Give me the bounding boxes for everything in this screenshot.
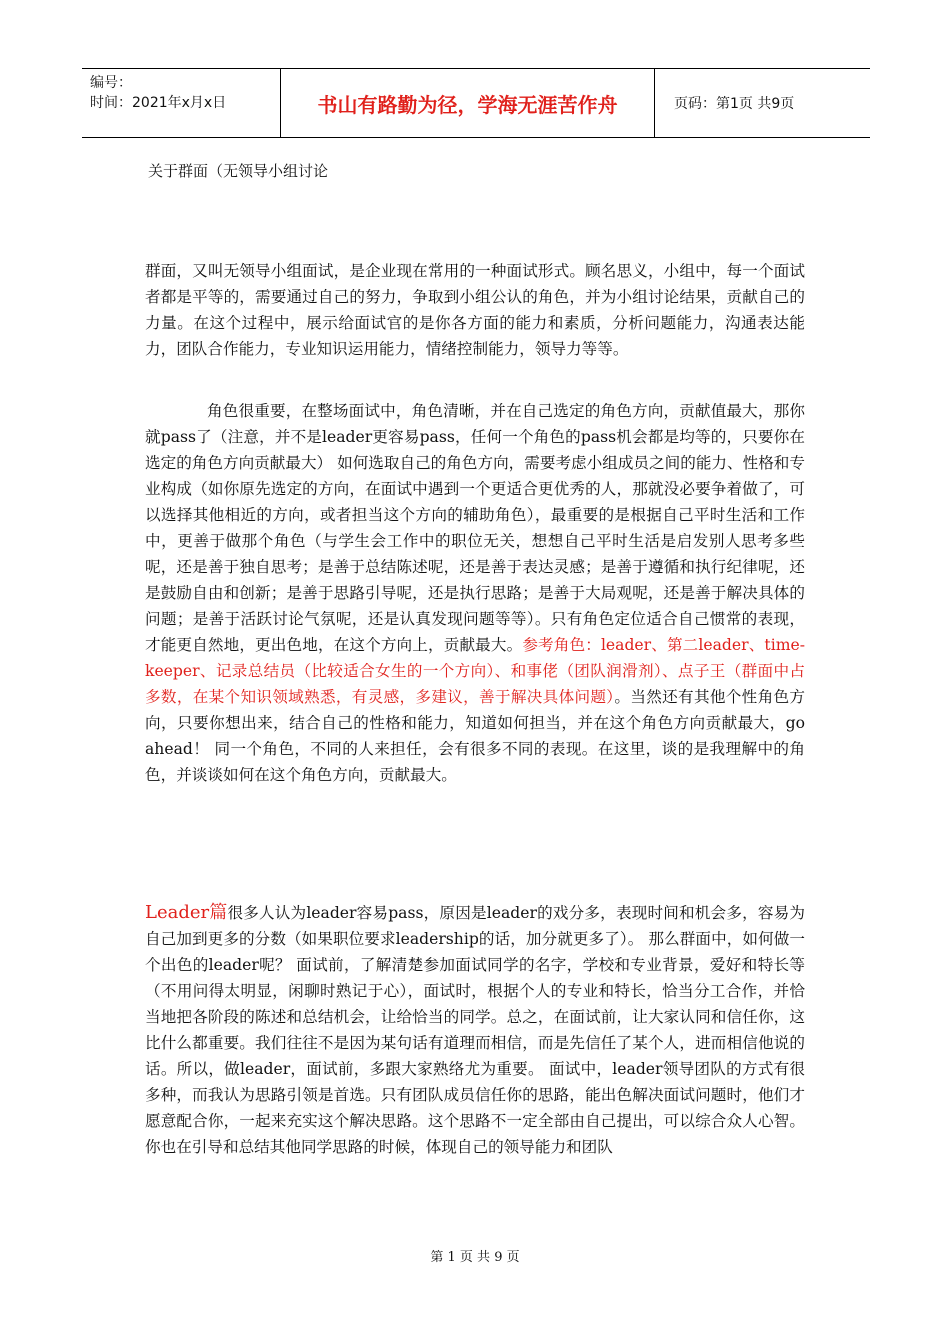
roles-text: 角色很重要，在整场面试中，角色清晰，并在自己选定的角色方向，贡献值最大，那你就pass了（注意，并不是leader更容易pass，任何一个角色的pass机会都是均等的，只要你在选定的角色方向贡献最大） 如何选取自己的角色方向，需要考虑小组成员之间的能力、性格和专业构成（如你原先选定的方向，在面试中遇到一个更适合更优秀的人，那就没必要争着做了，可以选择其他相近的方向，或者担当这个方向的辅助角色），最重要的是根据自己平时生活和工作中，更善于做那个角色（与学生会工作中的职位无关，想想自己平时生活是启发别人思考多些呢，还是善于独自思考；是善于总结陈述呢，还是善于表达灵感；是善于遵循和执行纪律呢，还是鼓励自由和创新；是善于思路引导呢，还是执行思路；是善于大局观呢，还是善于解决具体的问题；是善于活跃讨论气氛呢，还是认真发现问题等等）。只有角色定位适合自己惯常的表现，才能更自然地，更出色地，在这个方向上，贡献最大。 bbox=[145, 402, 805, 654]
page-label: 页码：第1页 共9页 bbox=[674, 96, 795, 112]
header-page-label bbox=[664, 69, 870, 137]
header-motto: 书山有路勤为径，学海无涯苦作舟 bbox=[281, 69, 655, 137]
header-meta bbox=[82, 69, 281, 137]
paragraph-leader bbox=[145, 900, 805, 1160]
document-title: 关于群面（无领导小组讨论 bbox=[148, 162, 329, 180]
leader-text: 很多人认为leader容易pass，原因是leader的戏分多，表现时间和机会多，容易为自己加到更多的分数（如果职位要求leadership的话，加分就更多了）。 那么群面中，如何做一个出色的leader呢？ 面试前，了解清楚参加面试同学的名字，学校和专业背景，爱好和特长等（不用问得太明显，闲聊时熟记于心），面试时，根据个人的专业和特长，恰当分工合作，并恰当地把各阶段的陈述和总结机会，让给恰当的同学。总之，在面试前，让大家认同和信任你，这比什么都重要。我们往往不是因为某句话有道理而相信，而是先信任了某个人，进而相信他说的话。所以，做leader，面试前，多跟大家熟络尤为重要。 面试中，leader领导团队的方式有很多种，而我认为思路引领是首选。只有团队成员信任你的思路，能出色解决面试问题时，他们才愿意配合你，一起来充实这个解决思路。这个思路不一定全部由自己提出，可以综合众人心智。你也在引导和总结其他同学思路的时候，体现自己的领导能力和团队 bbox=[145, 904, 805, 1156]
paragraph-roles bbox=[145, 398, 805, 788]
page-header bbox=[82, 68, 870, 138]
roles-text-end: 。当然还有其他个性角色方向，只要你想出来，结合自己的性格和能力，知道如何担当，并在这个角色方向贡献最大，go ahead！ 同一个角色，不同的人来担任，会有很多不同的表现。在这里，谈的是我理解中的角色，并谈谈如何在这个角色方向，贡献最大。 bbox=[145, 688, 805, 784]
page-footer: 第 1 页 共 9 页 bbox=[430, 1250, 520, 1265]
leader-section-heading: Leader篇 bbox=[145, 902, 228, 923]
reference-roles: 参考角色：leader、第二leader、time-keeper、记录总结员（比较适合女生的一个方向）、和事佬（团队润滑剂）、点子王（群面中占多数，在某个知识领域熟悉，有灵感，多建议，善于解决具体问题） bbox=[145, 636, 805, 706]
number-label: 编号： bbox=[90, 75, 132, 91]
time-label: 时间：2021年x月x日 bbox=[90, 95, 227, 111]
paragraph-intro: 群面，又叫无领导小组面试，是企业现在常用的一种面试形式。顾名思义，小组中，每一个面试者都是平等的，需要通过自己的努力，争取到小组公认的角色，并为小组讨论结果，贡献自己的力量。在这个过程中，展示给面试官的是你各方面的能力和素质，分析问题能力，沟通表达能力，团队合作能力，专业知识运用能力，情绪控制能力，领导力等等。 bbox=[145, 262, 805, 358]
